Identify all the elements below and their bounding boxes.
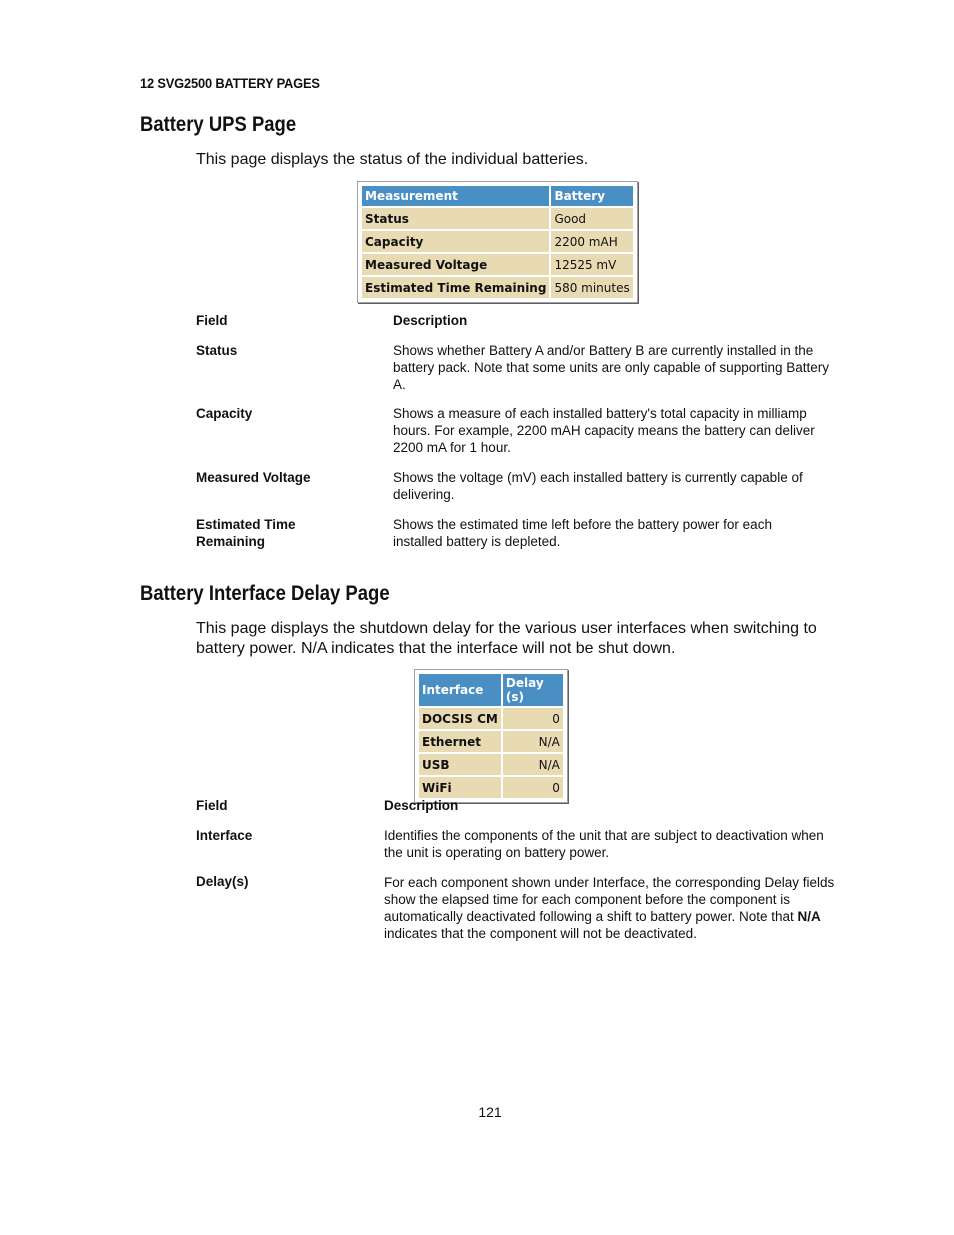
field-description: Shows whether Battery A and/or Battery B are currently installed in the battery pack. Note that some units are only capable of supporting Battery A. bbox=[393, 343, 829, 392]
chapter-heading: 12 SVG2500 BATTERY PAGES bbox=[140, 75, 320, 91]
table-row bbox=[419, 731, 563, 752]
table-row bbox=[362, 231, 633, 252]
table-row bbox=[362, 254, 633, 275]
column-header: Measurement bbox=[362, 186, 549, 206]
table-cell-value: Good bbox=[551, 208, 632, 229]
table-row bbox=[419, 777, 563, 798]
description-column-header: Description bbox=[393, 313, 468, 328]
battery-ups-table bbox=[357, 181, 638, 303]
table-row bbox=[419, 754, 563, 775]
interface-delay-table bbox=[414, 669, 568, 803]
field-name: Estimated Time Remaining bbox=[196, 517, 296, 549]
description-text: For each component shown under Interface, the corresponding Delay fields show the elapsed time for each component before the component is automatically deactivated following a shift to battery power. Note that bbox=[384, 875, 835, 924]
field-name: Measured Voltage bbox=[196, 470, 311, 485]
field-column-header: Field bbox=[196, 798, 228, 813]
table-row bbox=[419, 708, 563, 729]
table-cell-label: DOCSIS CM bbox=[419, 708, 501, 729]
description-emphasis: N/A bbox=[797, 909, 821, 924]
column-header: Interface bbox=[419, 674, 501, 706]
field-description: Shows the voltage (mV) each installed battery is currently capable of delivering. bbox=[393, 470, 803, 502]
table-cell-value: 0 bbox=[503, 777, 563, 798]
table-row bbox=[362, 208, 633, 229]
table-row bbox=[362, 277, 633, 298]
column-header: Delay (s) bbox=[503, 674, 563, 706]
field-column-header: Field bbox=[196, 313, 228, 328]
description-text: indicates that the component will not be deactivated. bbox=[384, 926, 697, 941]
field-name: Capacity bbox=[196, 406, 253, 421]
table-cell-label: WiFi bbox=[419, 777, 501, 798]
table-cell-label: USB bbox=[419, 754, 501, 775]
field-description: Identifies the components of the unit that are subject to deactivation when the unit is operating on battery power. bbox=[384, 828, 824, 860]
description-column-header: Description bbox=[384, 798, 459, 813]
field-name: Delay(s) bbox=[196, 874, 249, 889]
field-name: Status bbox=[196, 343, 238, 358]
table-cell-value: N/A bbox=[503, 754, 563, 775]
field-description bbox=[384, 874, 839, 942]
table-cell-label: Capacity bbox=[362, 231, 549, 252]
table-cell-value: 2200 mAH bbox=[551, 231, 632, 252]
table-cell-label: Ethernet bbox=[419, 731, 501, 752]
table-cell-label: Estimated Time Remaining bbox=[362, 277, 549, 298]
section-intro-ups: This page displays the status of the individual batteries. bbox=[196, 151, 589, 168]
table-cell-value: 12525 mV bbox=[551, 254, 632, 275]
page-number: 121 bbox=[478, 1104, 502, 1120]
section-title-delay: Battery Interface Delay Page bbox=[140, 582, 390, 605]
table-cell-value: N/A bbox=[503, 731, 563, 752]
field-description: Shows the estimated time left before the battery power for each installed battery is depleted. bbox=[393, 517, 772, 549]
table-cell-value: 580 minutes bbox=[551, 277, 632, 298]
field-description: Shows a measure of each installed battery's total capacity in milliamp hours. For example, 2200 mAH capacity means the battery can deliver 2200 mA for 1 hour. bbox=[393, 406, 815, 455]
table-header-row bbox=[419, 674, 563, 706]
section-intro-delay: This page displays the shutdown delay for the various user interfaces when switching to battery power. N/A indicates that the interface will not be shut down. bbox=[196, 620, 817, 657]
column-header: Battery bbox=[551, 186, 632, 206]
table-cell-label: Status bbox=[362, 208, 549, 229]
field-name: Interface bbox=[196, 828, 253, 843]
table-header-row bbox=[362, 186, 633, 206]
table-cell-value: 0 bbox=[503, 708, 563, 729]
section-title-ups: Battery UPS Page bbox=[140, 113, 297, 136]
table-cell-label: Measured Voltage bbox=[362, 254, 549, 275]
